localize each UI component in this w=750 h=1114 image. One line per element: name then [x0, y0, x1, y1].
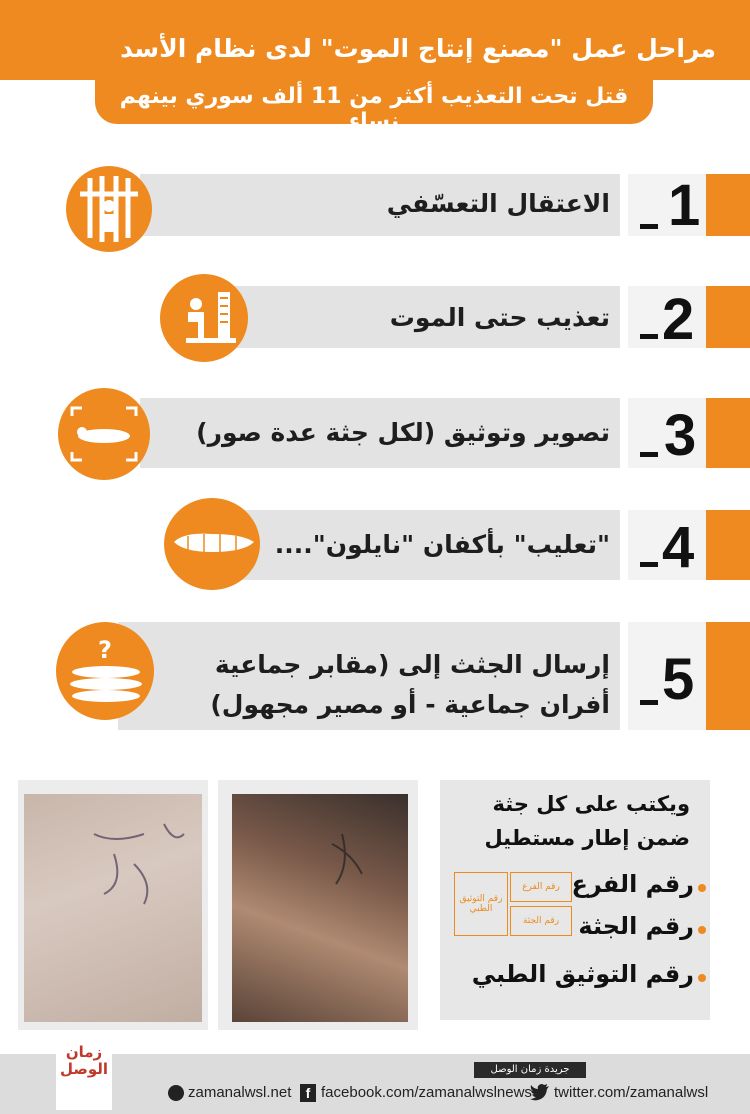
note-line-1: ويكتب على كل جثة — [492, 792, 690, 816]
stacked-bodies-question-icon — [56, 622, 154, 720]
step-1-text: الاعتقال التعسّفي — [386, 189, 610, 218]
bullet-3 — [698, 974, 706, 982]
camera-frame-body-icon — [58, 388, 150, 480]
step-5-number: 5 — [662, 647, 695, 712]
brand-logo — [56, 1034, 112, 1110]
footer-twitter-link[interactable]: twitter.com/zamanalwsl — [554, 1084, 709, 1101]
prisoner-behind-bars-icon — [66, 166, 152, 252]
step-3-number: 3 — [664, 403, 697, 468]
step-1-number: 1 — [668, 173, 701, 238]
step-5-dash — [640, 700, 658, 705]
paper-label: جريدة زمان الوصل — [474, 1062, 586, 1078]
step-4-accent — [706, 510, 750, 580]
step-5-text-line2: أفران جماعية - أو مصير مجهول) — [210, 690, 610, 719]
bullet-1 — [698, 884, 706, 892]
footer-website-link[interactable]: zamanalwsl.net — [188, 1084, 292, 1101]
step-2-accent — [706, 286, 750, 348]
step-2-number: 2 — [662, 287, 695, 352]
step-3-dash — [640, 452, 658, 457]
step-4-number: 4 — [662, 515, 695, 580]
frame-cell-medical: رقم التوثيق الطبي — [454, 872, 508, 936]
step-3-accent — [706, 398, 750, 468]
torture-icon — [160, 274, 248, 362]
step-2-dash — [640, 334, 658, 339]
step-4-dash — [640, 562, 658, 567]
bullet-2 — [698, 926, 706, 934]
step-5-accent — [706, 622, 750, 730]
globe-icon — [168, 1085, 184, 1101]
frame-cell-branch: رقم الفرع — [510, 872, 572, 902]
page-title: مراحل عمل "مصنع إنتاج الموت" لدى نظام الأسد — [120, 34, 716, 63]
step-4-text: "تعليب" بأكفان "نايلون".... — [274, 530, 610, 559]
note-line-2: ضمن إطار مستطيل — [484, 826, 690, 850]
step-1-accent — [706, 174, 750, 236]
page-subtitle: قتل تحت التعذيب أكثر من 11 ألف سوري بينهم نساء — [119, 84, 629, 134]
photo-2 — [232, 794, 408, 1022]
label-frame-diagram — [454, 872, 572, 936]
brand-logo-text: زمان الوصل — [59, 1043, 108, 1078]
facebook-icon: f — [300, 1084, 316, 1102]
step-5-text-line1: إرسال الجثث إلى (مقابر جماعية — [214, 650, 610, 679]
step-2-text: تعذيب حتى الموت — [389, 303, 610, 332]
photo-1 — [24, 794, 202, 1022]
note-item-branch: رقم الفرع — [571, 870, 694, 898]
frame-cell-body: رقم الجثة — [510, 906, 572, 936]
step-3-text: تصوير وتوثيق (لكل جثة عدة صور) — [196, 418, 610, 447]
note-item-medical: رقم التوثيق الطبي — [471, 960, 694, 988]
footer-facebook-link[interactable]: facebook.com/zamanalwslnews — [321, 1084, 532, 1101]
twitter-icon — [530, 1083, 550, 1105]
svg-text:?: ? — [98, 636, 112, 664]
note-item-body: رقم الجثة — [578, 912, 694, 940]
step-1-dash — [640, 224, 658, 229]
wrapped-body-icon — [164, 498, 260, 590]
